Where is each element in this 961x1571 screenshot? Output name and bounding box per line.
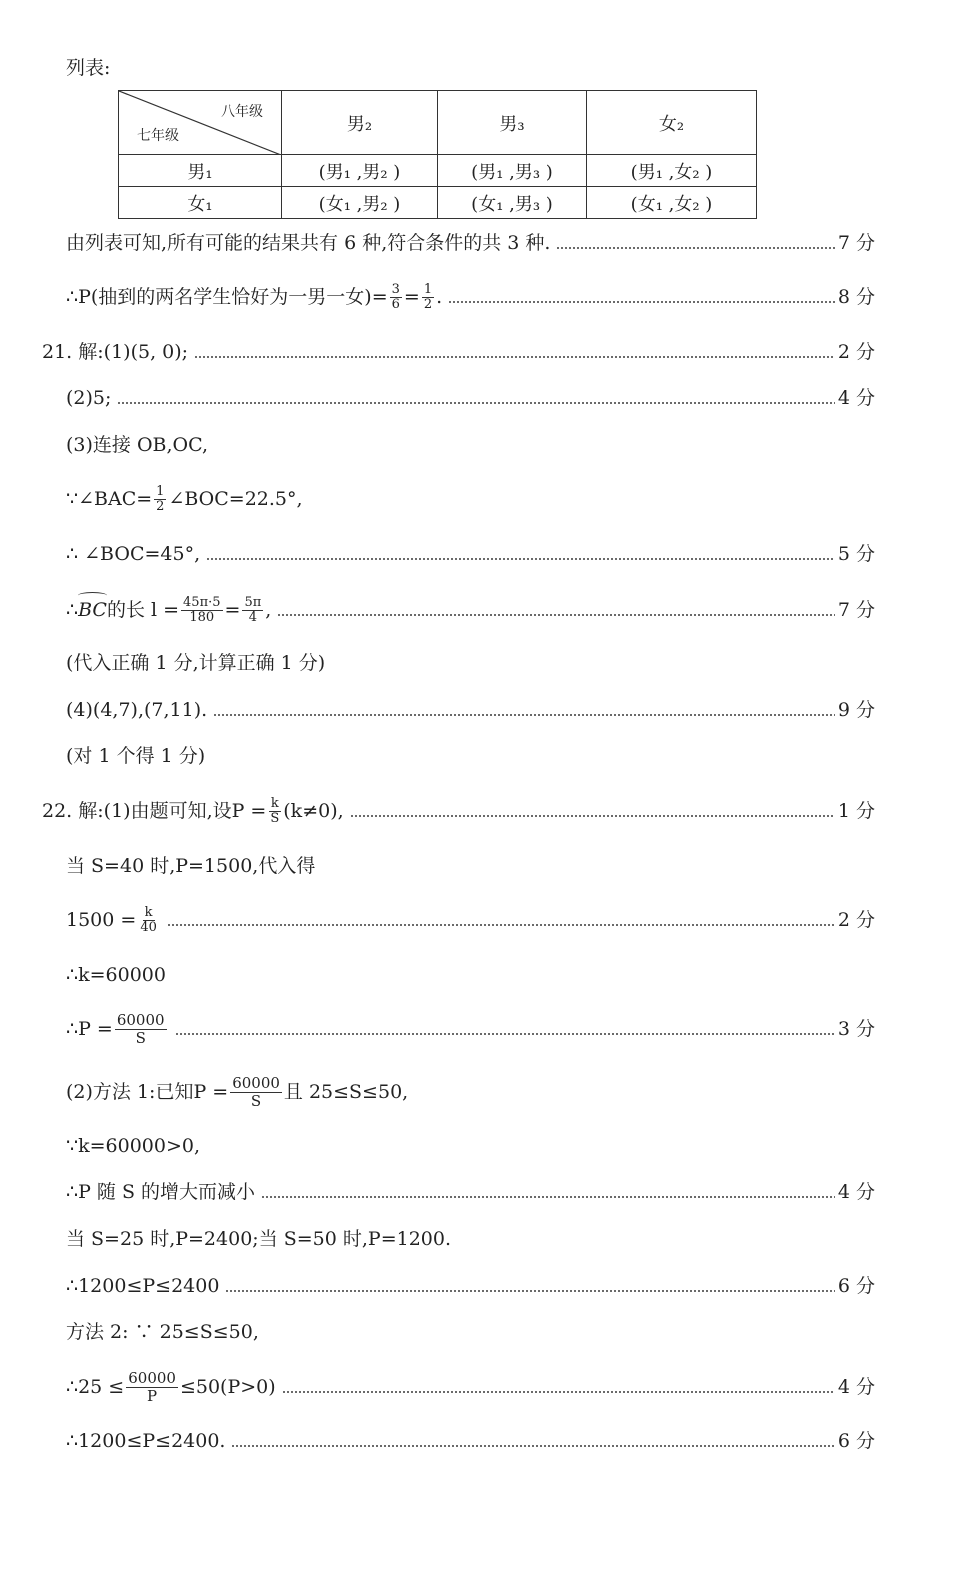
leader-dots	[213, 714, 835, 716]
table-cell: (男₁ ,女₂ )	[587, 155, 757, 187]
answer-line: ∵k=60000>0,	[66, 1135, 201, 1157]
leader-dots	[175, 1033, 835, 1035]
score-label: 9 分	[837, 699, 875, 721]
score-label: 7 分	[837, 599, 875, 621]
score-label: 4 分	[837, 1181, 875, 1203]
answer-line: ∴P(抽到的两名学生恰好为一男一女)= $\frac{3}{6}$ = $\frac{1}{2}$ . 8 分	[66, 281, 875, 312]
corner-bottom-label: 七年级	[137, 128, 179, 144]
answer-line: (代入正确 1 分,计算正确 1 分)	[66, 652, 326, 674]
fraction: $\frac{1}{2}$	[156, 483, 165, 514]
leader-dots	[167, 924, 835, 926]
table-cell: (女₁ ,男₂ )	[282, 187, 438, 219]
answer-line: ∴1200≤P≤2400. 6 分	[66, 1426, 875, 1456]
answer-line: 21. 解:(1)(5, 0); 2 分	[42, 337, 875, 367]
table-row	[119, 187, 757, 219]
leader-dots	[231, 1445, 834, 1447]
arc-bc: BC	[78, 595, 107, 625]
score-label: 2 分	[837, 341, 875, 363]
fraction: $\frac{5\pi}{4}$	[244, 594, 262, 625]
fraction: $\frac{60000}{S}$	[116, 1010, 165, 1047]
list-label-line	[66, 53, 875, 83]
answer-line: (3)连接 OB,OC,	[66, 434, 209, 456]
answer-line: (对 1 个得 1 分)	[66, 745, 206, 767]
leader-dots	[206, 558, 835, 560]
score-label: 3 分	[837, 1018, 875, 1040]
leader-dots	[282, 1391, 835, 1393]
answer-line: ∴ ∠BOC=45°, 5 分	[66, 539, 875, 569]
answer-line: ∴k=60000	[66, 964, 166, 986]
answer-line: ∵∠BAC= $\frac{1}{2}$ ∠BOC=22.5°,	[66, 483, 303, 514]
score-label: 1 分	[837, 800, 875, 822]
list-label: 列表:	[66, 57, 111, 79]
table-cell: (女₁ ,女₂ )	[587, 187, 757, 219]
answer-line: ∴ BC 的长 l = $\frac{45\pi\cdot 5}{180}$ = $\frac{5\pi}{4}$ , 7 分	[66, 594, 875, 625]
score-label: 2 分	[837, 909, 875, 931]
corner-cell	[119, 91, 282, 155]
fraction: $\frac{45\pi\cdot 5}{180}$	[183, 594, 221, 625]
answer-line: 1500 = $\frac{k}{40}$ 2 分	[66, 904, 875, 935]
col-header: 男₂	[282, 91, 438, 155]
table-cell: (男₁ ,男₂ )	[282, 155, 438, 187]
score-label: 7 分	[837, 232, 875, 254]
answer-line: ∴P = $\frac{60000}{S}$ 3 分	[66, 1010, 875, 1047]
row-header: 女₁	[119, 187, 282, 219]
answer-line: 由列表可知,所有可能的结果共有 6 种,符合条件的共 3 种. 7 分	[66, 228, 875, 258]
fraction: $\frac{k}{40}$	[140, 904, 157, 935]
row-header: 男₁	[119, 155, 282, 187]
score-label: 4 分	[837, 387, 875, 409]
outcome-table	[118, 90, 757, 219]
table-row	[119, 155, 757, 187]
fraction: $\frac{k}{S}$	[270, 795, 280, 826]
answer-line: (2)5; 4 分	[66, 383, 875, 413]
leader-dots	[448, 301, 835, 303]
table-cell: (男₁ ,男₃ )	[438, 155, 587, 187]
score-label: 6 分	[837, 1430, 875, 1452]
fraction: $\frac{60000}{P}$	[128, 1368, 176, 1405]
table-cell: (女₁ ,男₃ )	[438, 187, 587, 219]
score-label: 5 分	[837, 543, 875, 565]
answer-line: ∴25 ≤ $\frac{60000}{P}$ ≤50(P>0) 4 分	[66, 1368, 875, 1405]
answer-line: (2)方法 1:已知P = $\frac{60000}{S}$ 且 25≤S≤50,	[66, 1073, 409, 1110]
leader-dots	[225, 1290, 834, 1292]
leader-dots	[261, 1196, 835, 1198]
leader-dots	[556, 247, 834, 249]
answer-line: 当 S=40 时,P=1500,代入得	[66, 855, 316, 877]
answer-line: 22. 解:(1)由题可知,设P = $\frac{k}{S}$ (k≠0), 1 分	[42, 795, 875, 826]
leader-dots	[350, 815, 835, 817]
score-label: 6 分	[837, 1275, 875, 1297]
fraction: $\frac{3}{6}$	[391, 281, 400, 312]
corner-top-label: 八年级	[221, 104, 263, 120]
leader-dots	[277, 614, 835, 616]
score-label: 8 分	[837, 286, 875, 308]
fraction: $\frac{1}{2}$	[423, 281, 433, 312]
answer-line: 方法 2: ∵ 25≤S≤50,	[66, 1321, 259, 1343]
answer-line: (4)(4,7),(7,11). 9 分	[66, 695, 875, 725]
score-label: 4 分	[837, 1376, 875, 1398]
col-header: 男₃	[438, 91, 587, 155]
col-header: 女₂	[587, 91, 757, 155]
leader-dots	[117, 402, 834, 404]
answer-line: ∴P 随 S 的增大而减小 4 分	[66, 1177, 875, 1207]
fraction: $\frac{60000}{S}$	[232, 1073, 280, 1110]
answer-line: 当 S=25 时,P=2400;当 S=50 时,P=1200.	[66, 1228, 452, 1250]
answer-line: ∴1200≤P≤2400 6 分	[66, 1271, 875, 1301]
leader-dots	[194, 356, 835, 358]
